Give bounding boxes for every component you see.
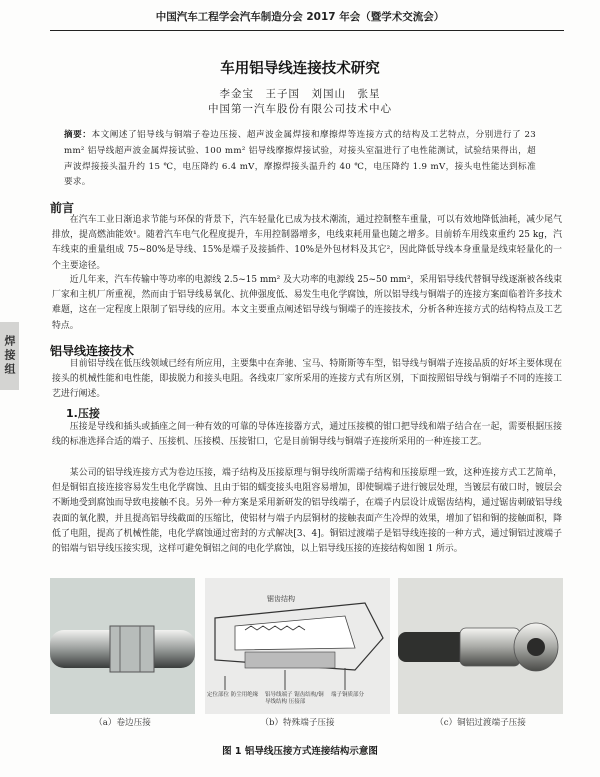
- paper-title: 车用铝导线连接技术研究: [220, 61, 380, 77]
- diagram-label: 锯齿结构: [267, 595, 295, 603]
- intro-heading: 前言: [50, 201, 75, 215]
- abstract-text: 本文阐述了铝导线与铜端子卷边压接、超声波金属焊接和摩擦焊等连接方式的结构及工艺特点，分别进行了 23 mm² 铝导线超声波金属焊接试验、100 mm² 铝导线摩擦焊接试验，对接头室温进行了电性能测试，试验结果得出，超声波焊接接头温升约 15 ℃，电压降约 6.4 mV，摩擦焊接头温升约 40 ℃，电压降约 1.9 mV，接头电性能达到标准要求。: [64, 130, 536, 188]
- diagram-note-3: 端子铜质部分: [331, 692, 365, 698]
- connection-heading: 铝导线连接技术: [50, 344, 135, 358]
- crimp-paragraph-2: 某公司的铝导线连接方式为卷边压接，端子结构及压接原理与铜导线所需端子结构和压接原理一致，这种连接方式工艺简单，但是铜铝直接连接容易发生电化学腐蚀、且由于铝的蠕变接头电阻容易增加，即使铜端子进行镀层处理，当镀层有破口时，镀层会不断地受到腐蚀而导致电接触不良。另外一种方案是采用新研发的铝导线端子，在端子内层设计成锯齿结构，通过锯齿刺破铝导线表面的氧化膜，并且提高铝导线截面的压缩比，使铝材与端子内层铜材的接触表面产生冷焊的效果，增加了铝和铜的接触面积，降低了电阻，提高了机械性能，电化学腐蚀通过密封的方式解决[3、4]。铜铝过渡端子是铝导线连接的一种方式，通过铜铝过渡端子的铝端与铝导线压接实现，这样可避免铜铝之间的电化学腐蚀，以上铝导线压接的连接结构如图 1 所示。: [52, 468, 562, 555]
- diagram-special-terminal: [205, 578, 390, 714]
- authors: 李金宝 王子国 刘国山 张星: [219, 88, 381, 100]
- photo-cu-al-terminal: [398, 578, 563, 714]
- conference-header: 中国汽车工程学会汽车制造分会 2017 年会（暨学术交流会）: [155, 11, 445, 23]
- affiliation: 中国第一汽车股份有限公司技术中心: [208, 103, 392, 115]
- abstract: [64, 128, 536, 191]
- figure-title: 图 1 铝导线压接方式连接结构示意图: [222, 746, 378, 757]
- caption-a: （a）卷边压接: [94, 718, 151, 728]
- header-rule: [50, 30, 564, 31]
- crimp-heading: 1.压接: [66, 407, 100, 420]
- photo-crimp: [50, 578, 195, 714]
- intro-paragraph-2: 近几年来，汽车传输中等功率的电源线 2.5~15 mm² 及大功率的电源线 25~50 mm²，采用铝导线代替铜导线逐渐被各线束厂家和主机厂所重视，然而由于铝导线易氧化、抗伸强度低、易发生电化学腐蚀，所以铝导线与铜端子的连接方案面临着许多技术难题，这在一定程度上限制了铝导线的应用。本文主要重点阐述铝导线与铜端子的连接技术，分析各种连接方式的结构特点及工艺特点。: [52, 275, 562, 331]
- sidebar-tab: 焊接组: [0, 322, 19, 390]
- abstract-label: 摘要：: [64, 130, 92, 140]
- diagram-note-2: 铝导线端子 锯齿结构/铜导线结构 压接部: [265, 692, 324, 705]
- diagram-note-1: 定位部位 防尘用绝缘: [207, 692, 259, 698]
- caption-c: （c）铜铝过渡端子压接: [435, 718, 526, 728]
- crimp-paragraph-1: 压接是导线和插头或插座之间一种有效的可靠的导体连接器方式，通过压接模的钳口把导线和端子结合在一起，需要根据压接线的标准选择合适的端子、压接机、压接模、压接钳口，它是目前铜导线与铜端子连接所采用的一种连接工艺。: [52, 422, 562, 448]
- intro-paragraph-1: 在汽车工业日渐追求节能与环保的背景下，汽车轻量化已成为技术潮流，通过控制整车重量，可以有效地降低油耗，减少尾气排放，提高燃油能效¹。随着汽车电气化程度提升，车用控制器增多，电线束耗用量也随之增多。目前轿车用线束重约 25 kg，汽车线束的重量组成 75~80%是导线、15%是端子及接插件、10%是外包材料及其它²，因此降低导线本身重量是线束轻量化的一个主要途径。: [52, 215, 562, 271]
- connection-paragraph: 目前铝导线在低压线领域已经有所应用，主要集中在奔驰、宝马、特斯斯等车型，铝导线与铜端子连接品质的好坏主要体现在接头的机械性能和电性能，即拔脱力和接头电阻。各线束厂家所采用的连接方式有所区别，下面按照铝导线与铜端子不同的连接工艺进行阐述。: [52, 359, 562, 400]
- caption-b: （b）特殊端子压接: [260, 718, 335, 728]
